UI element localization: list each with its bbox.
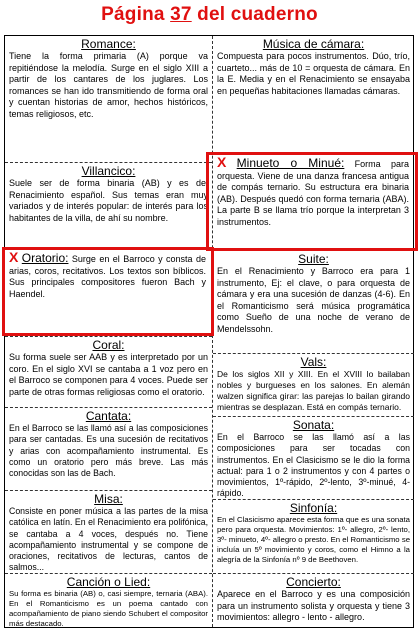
entry-minueto [213,155,413,249]
entry-sinfonia [213,500,414,573]
entry-heading: Canción o Lied: [66,575,151,589]
entry-heading: Misa: [94,492,123,506]
entry-heading: Cantata: [85,409,132,423]
page-title: Página 37 del cuaderno [101,4,318,25]
entry-text: Su forma es binaria (AB) o, casi siempre, ternaria (ABA). En el Romanticismo es un poema cantado con acompañamiento de piano siendo Schubert el compositor más destacado. [9,589,208,628]
page-number: 37 [170,4,192,25]
entry-text: Aparece en el Barroco y es una composición para un instrumento solista y orquesta y tiene 3 movimientos: allegro - lento - allegro. [217,589,410,623]
entry-misa [5,491,212,573]
entry-text: Compuesta para pocos instrumentos. Dúo, trío, cuarteto... más de 10 = orquesta de cámara. En la E. Media y en el Renacimiento se ensayaba en pequeñas habitaciones llamadas cámaras. [217,51,410,96]
entry-heading: Villancico: [81,164,136,178]
cross-mark-icon: X [217,155,227,170]
entry-vals [213,354,414,416]
entry-text: En el Renacimiento y Barroco era para 1 instrumento, Ej: el clave, o para orquesta de cámara y era una sucesión de danzas (4-6). En el Romanticismo será música programática como Sueño de una noche de verano de Mendelssohn. [217,266,410,334]
entry-coral [5,337,212,407]
entry-heading: Suite: [298,252,329,266]
entry-villancico [5,163,212,247]
entry-heading: Romance: [81,37,136,51]
entry-text: En el Barroco se las llamó así a las composiciones para ser cantadas. Es una sucesión de recitativos y arias con acompañamiento instrumental. Es como un oratorio pero más breve. Las más conocidas son las de Bach. [9,423,208,479]
entry-heading: Música de cámara: [262,37,365,51]
entry-heading: Vals: [300,355,327,369]
entry-heading: Sinfonía: [289,501,338,515]
entry-text: En el Barroco se las llamó así a las composiciones para ser tocadas con instrumentos. En el Clasicismo se le dio la forma actual: para 1 o 2 instrumentos y con 4 partes o movimientos, 1º-rápido, 2º-lento, 3º-minué, 4-rápido. [217,432,410,499]
entry-suite [213,251,414,353]
entry-cantata [5,408,212,490]
entry-cancion-lied [5,574,212,628]
entry-text: Tiene la forma primaria (A) porque va repitiéndose la melodía. Surge en el siglo XIII a partir de los cantares de los juglares. Los romances se han ido transmitiendo de forma oral y cuentan historias de amor, hechos históricos, temas religiosos, etc. [9,51,208,119]
entry-heading: Minueto o Minué: [236,156,345,170]
entry-musica-camara [213,36,414,151]
entry-romance [5,36,212,162]
cross-mark-icon: X [9,250,19,265]
entry-text: Suele ser de forma binaria (AB) y es del Renacimiento español. Sus temas eran muy variados y de interés popular: de interés para los habitantes de la villa, de ahí su nombre. [9,178,208,223]
entry-text: Surge en el Barroco y consta de arias, coros, recitativos. Los textos son bíblicos. Sus principales compositores fueron Bach y Haendel. [9,254,206,299]
entry-oratorio [5,250,210,334]
notebook-sheet [4,35,414,628]
entry-text: En el Clasicismo aparece esta forma que es una sonata pero para orquesta. Movimientos: 1º- allegro, 2º- lento, 3º- minueto, 4º- allegro o presto. En el Romanticismo se incluía un 5º movimiento y coros, como el Himno a la alegría de la Sinfonía nº 9 de Beethoven. [217,515,410,565]
entry-concierto [213,574,414,628]
entry-text: Forma para orquesta. Viene de una danza francesa antigua de compás ternario. Su estructura era binaria (AB). Después quedó con forma ternaria (ABA). La parte B se llama trío porque la interpretan 3 instrumentos. [217,159,409,227]
entry-heading: Coral: [92,338,125,352]
entry-text: De los siglos XII y XIII. En el XVIII lo bailaban nobles y burgueses en los salones. En alemán walzen significa girar: las parejas lo bailan girando mientras se desplazan. Está en compás ternario. [217,369,410,412]
entry-text: Su forma suele ser AAB y es interpretado por un coro. En el siglo XVI se cantaba a 1 voz pero en el Barroco se componen para 4 voces. Puede ser parte de otras formas religiosas como el oratorio. [9,352,208,397]
entry-text: Consiste en poner música a las partes de la misa católica en latín. En el Renacimiento era polifónica, se cantaba a 4 voces, después no. Tiene acompañamiento instrumental y se compone de oraciones, recitativos de lecturas, cantos de salmos... [9,506,208,573]
entry-heading: Oratorio: [21,251,69,265]
entry-sonata [213,417,414,499]
entry-heading: Concierto: [286,575,341,589]
entry-heading: Sonata: [292,418,335,432]
